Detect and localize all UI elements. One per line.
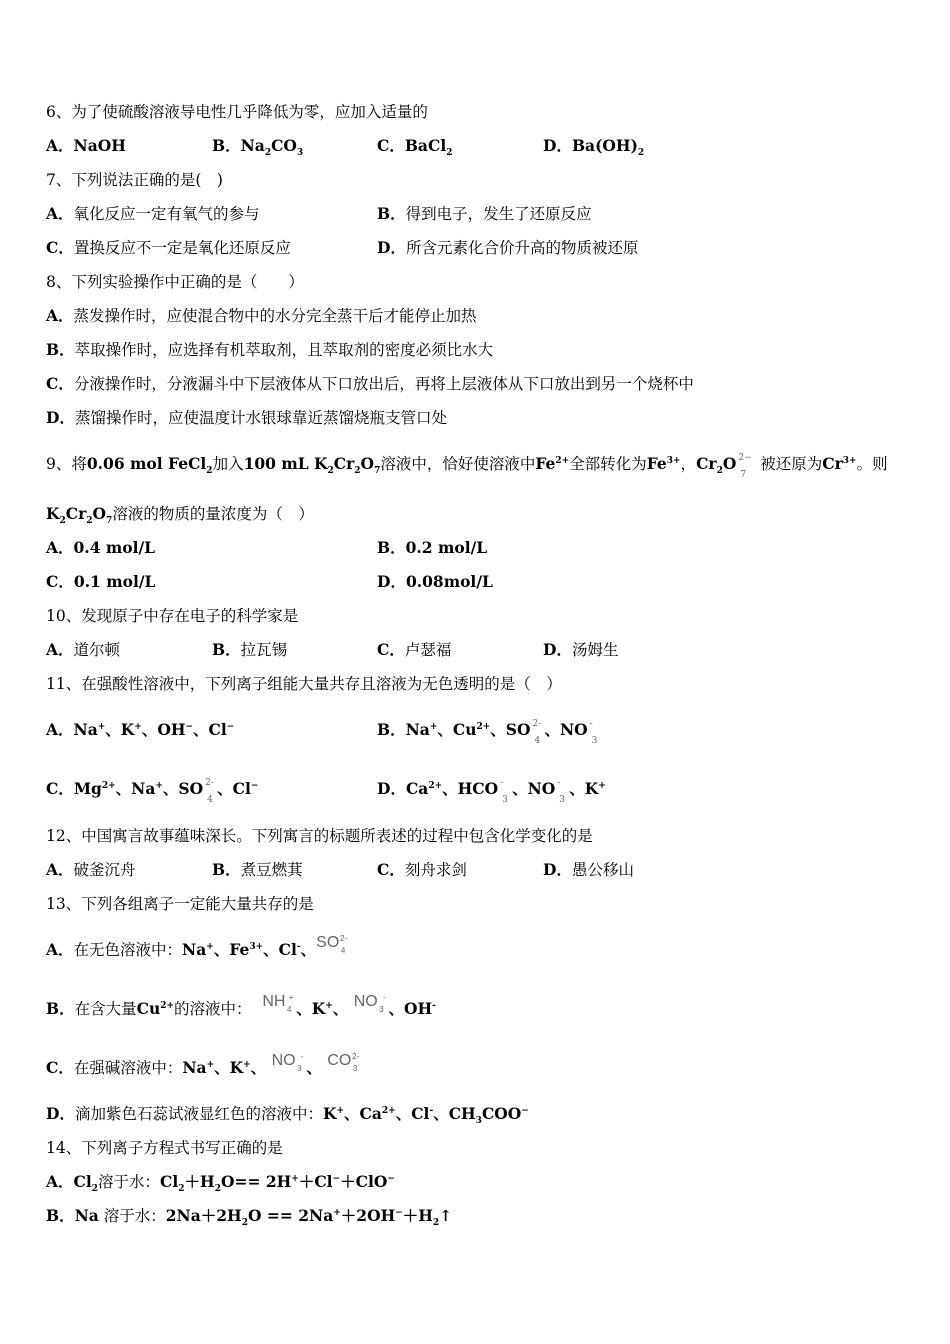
q6-option-d: D．$Ba(OH)_2$ (543, 136, 645, 159)
q8-option-d: D．蒸馏操作时，应使温度计水银球靠近蒸馏烧瓶支管口处 (46, 408, 447, 427)
sulfate-ion-image: SO 2- 4 (316, 934, 348, 955)
q11-option-d: D．$Ca^{2+}$、HCO - 3 、NO - 3 、K+ (377, 778, 606, 805)
q7-stem: 7、下列说法正确的是( ) (46, 171, 223, 189)
q7-option-d: D．所含元素化合价升高的物质被还原 (377, 238, 639, 257)
q6-option-b: B．$Na_2CO_3$ (212, 136, 304, 159)
q12-option-c: C．刻舟求剑 (377, 860, 467, 879)
q12-option-d: D．愚公移山 (543, 860, 634, 879)
ammonium-ion-image: NH + 4 (262, 993, 294, 1014)
q9-option-b: B．0.2 mol/L (377, 538, 488, 557)
q12-option-b: B．煮豆燃萁 (212, 860, 303, 879)
q8-option-b: B．萃取操作时，应选择有机萃取剂，且萃取剂的密度必须比水大 (46, 340, 494, 359)
q13-option-a: A．在无色溶液中：Na+、$Fe^{3+}$、Cl-、SO 2- 4 (46, 934, 348, 959)
q9-stem-line1: 9、将0.06 mol FeCl$_2$加入100 mL $K_2Cr_2O_7$溶液中，恰好使溶液中$Fe^{2+}$全部转化为$Fe^{3+}$，$Cr_2O$ 2− 7 被还原为$Cr^{3+}$。则 (46, 453, 888, 480)
q10-option-b: B．拉瓦锡 (212, 640, 288, 659)
carbonate-ion-image: CO 2- 3 (327, 1052, 360, 1073)
q6-option-a: A．NaOH (46, 136, 126, 155)
q6-option-c: C．BaCl$_2$ (377, 136, 453, 159)
q6-stem: 6、为了使硫酸溶液导电性几乎降低为零，应加入适量的 (46, 103, 428, 121)
nitrate-ion-image: NO - 3 (353, 993, 386, 1014)
q8-option-a: A．蒸发操作时，应使混合物中的水分完全蒸干后才能停止加热 (46, 306, 477, 325)
nitrate-ion-image: NO - 3 (271, 1052, 304, 1073)
q7-option-a: A．氧化反应一定有氧气的参与 (46, 204, 260, 223)
q8-stem: 8、下列实验操作中正确的是（ ） (46, 273, 304, 291)
q11-option-c: C．$Mg^{2+}$、Na+、SO 2- 4 、Cl− (46, 778, 259, 805)
q7-option-c: C．置换反应不一定是氧化还原反应 (46, 238, 291, 257)
q9-option-a: A．0.4 mol/L (46, 538, 156, 557)
q10-option-d: D．汤姆生 (543, 640, 619, 659)
q13-stem: 13、下列各组离子一定能大量共存的是 (46, 895, 314, 913)
q11-stem: 11、在强酸性溶液中，下列离子组能大量共存且溶液为无色透明的是（ ） (46, 675, 562, 693)
q14-option-b: B．Na 溶于水：$2Na+2H_2O$ == $2Na^++2OH^-+H_2↑$ (46, 1206, 453, 1229)
q9-option-d: D．0.08mol/L (377, 572, 493, 591)
q13-option-c: C．在强碱溶液中：Na+、K+、 NO - 3 、 CO 2- 3 (46, 1052, 360, 1077)
q12-stem: 12、中国寓言故事蕴味深长。下列寓言的标题所表述的过程中包含化学变化的是 (46, 827, 593, 845)
q9-stem-line2: $K_2Cr_2O_7$溶液的物质的量浓度为（ ） (46, 504, 314, 527)
q10-stem: 10、发现原子中存在电子的科学家是 (46, 607, 299, 625)
q14-stem: 14、下列离子方程式书写正确的是 (46, 1139, 283, 1157)
q8-option-c: C．分液操作时，分液漏斗中下层液体从下口放出后，再将上层液体从下口放出到另一个烧杯中 (46, 374, 694, 393)
q12-option-a: A．破釜沉舟 (46, 860, 136, 879)
q9-option-c: C．0.1 mol/L (46, 572, 156, 591)
q10-option-c: C．卢瑟福 (377, 640, 452, 659)
q13-option-b: B．在含大量$Cu^{2+}$的溶液中： NH + 4 、K+、 NO - 3 、OH- (46, 993, 436, 1018)
q13-option-d: D．滴加紫色石蕊试液显红色的溶液中：K+、$Ca^{2+}$、Cl-、$CH_3COO^-$ (46, 1104, 529, 1127)
q14-option-a: A．$Cl_2$溶于水：$Cl_2+H_2O== 2H^++Cl^-+ClO^-$ (46, 1172, 395, 1195)
dichromate-charge: 2− 7 (738, 453, 752, 480)
q7-option-b: B．得到电子，发生了还原反应 (377, 204, 592, 223)
q10-option-a: A．道尔顿 (46, 640, 121, 659)
q11-option-b: B．Na+、$Cu^{2+}$、SO 2- 4 、NO - 3 (377, 719, 598, 746)
q11-option-a: A．Na+、K+、OH−、Cl− (46, 720, 235, 739)
